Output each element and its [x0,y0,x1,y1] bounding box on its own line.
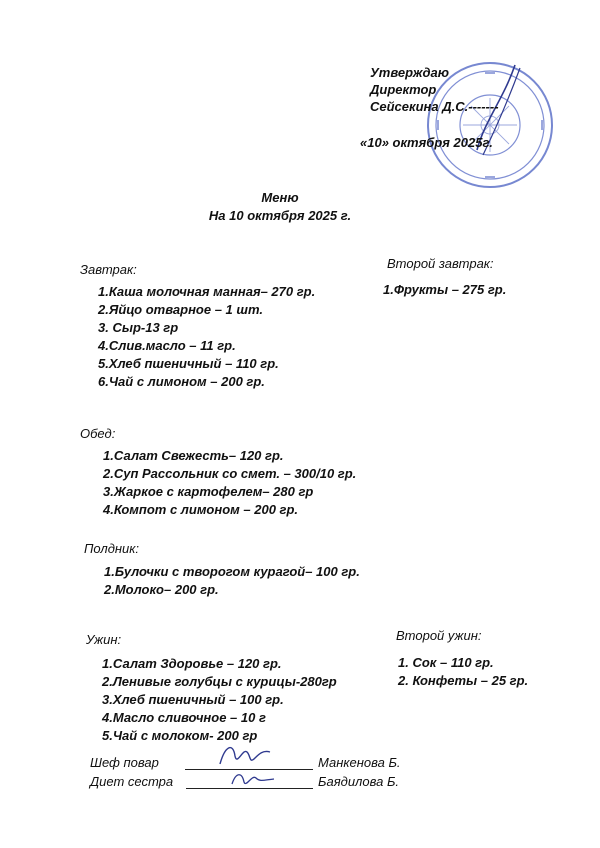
breakfast-list [98,283,315,391]
list-item: 2.Ленивые голубцы с курицы-280гр [102,674,337,689]
menu-date: На 10 октября 2025 г. [208,208,352,223]
list-item: 2.Суп Рассольник со смет. – 300/10 гр. [103,466,357,481]
list-item: 4.Слив.масло – 11 гр. [98,338,236,353]
list-item: 1.Салат Свежесть– 120 гр. [103,448,284,463]
list-item: 4.Масло сливочное – 10 г [102,710,266,725]
approval-line-3: Сейсекина Д.С.------- [370,99,499,114]
second-breakfast-list [383,281,506,299]
nurse-name: Баядилова Б. [318,774,400,789]
approval-line-2: Директор [370,82,437,97]
approval-block [370,64,499,115]
list-item: 2.Яйцо отварное – 1 шт. [98,302,263,317]
list-item: 1.Салат Здоровье – 120 гр. [102,656,282,671]
menu-title: Меню [261,190,299,205]
list-item: 2.Молоко– 200 гр. [104,582,219,597]
list-item: 3.Жаркое с картофелем– 280 гр [103,484,314,499]
lunch-list [103,447,356,519]
chef-name: Манкенова Б. [318,755,401,770]
list-item: 1.Фрукты – 275 гр. [383,282,507,297]
approval-line-1: Утверждаю [370,65,449,80]
list-item: 4.Компот с лимоном – 200 гр. [103,502,299,517]
snack-list [104,563,360,599]
list-item: 3.Хлеб пшеничный – 100 гр. [102,692,284,707]
breakfast-heading: Завтрак: [80,262,137,277]
dinner-list [102,655,337,745]
nurse-signature [228,766,278,792]
chef-label: Шеф повар [90,755,159,770]
list-item: 6.Чай с лимоном – 200 гр. [98,374,265,389]
dinner-heading: Ужин: [86,632,122,647]
second-dinner-heading: Второй ужин: [396,628,482,643]
approval-date: «10» октября 2025г. [360,135,493,150]
list-item: 5.Хлеб пшеничный – 110 гр. [98,356,279,371]
second-dinner-list [398,654,528,690]
snack-heading: Полдник: [84,541,140,556]
second-breakfast-heading: Второй завтрак: [387,256,494,271]
lunch-heading: Обед: [80,426,116,441]
list-item: 3. Сыр-13 гр [98,320,179,335]
nurse-label: Диет сестра [90,774,174,789]
list-item: 1.Булочки с творогом курагой– 100 гр. [104,564,360,579]
list-item: 2. Конфеты – 25 гр. [398,673,529,688]
list-item: 5.Чай с молоком- 200 гр [102,728,258,743]
list-item: 1. Сок – 110 гр. [398,655,494,670]
list-item: 1.Каша молочная манная– 270 гр. [98,284,316,299]
